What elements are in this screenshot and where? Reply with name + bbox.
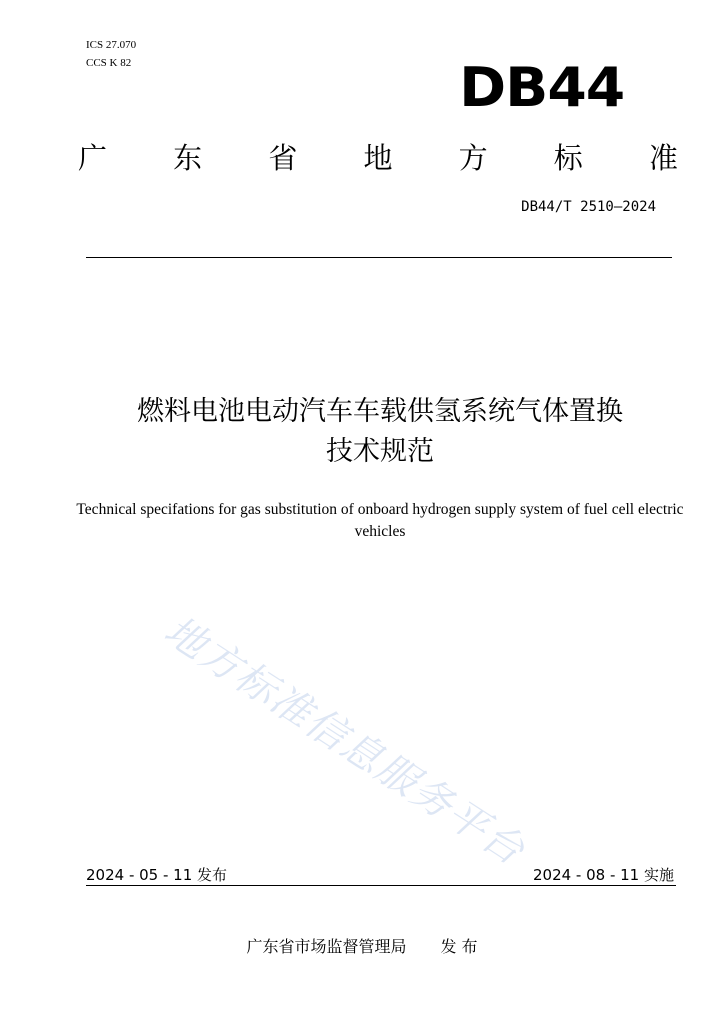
province-char: 准 [648,141,678,175]
province-char: 地 [363,141,393,175]
standard-number: DB44/T 2510—2024 [521,199,656,215]
ics-code: ICS 27.070 [86,39,137,51]
chinese-title-line-1: 燃料电池电动汽车车载供氢系统气体置换 [137,396,623,427]
bottom-divider [86,885,676,886]
chinese-title [60,392,700,472]
implementation-date: 2024 - 08 - 11 实施 [532,866,674,884]
publisher-name: 广东省市场监督管理局 [246,937,407,956]
publisher-action: 发 布 [440,937,478,956]
province-char: 省 [268,141,298,175]
db-logo-code: DB44 [459,56,624,119]
classification-codes [86,36,136,72]
province-standard-title [78,140,678,176]
province-char: 广 [78,141,108,175]
province-char: 标 [553,141,583,175]
top-divider [86,257,672,258]
watermark: 地方标准信息服务平台 [156,607,534,875]
chinese-title-line-2: 技术规范 [326,436,434,467]
ccs-code: CCS K 82 [86,57,132,69]
province-char: 东 [173,141,203,175]
english-title: Technical specifations for gas substitution of onboard hydrogen supply system of fuel cell electric vehicles [76,501,684,540]
province-char: 方 [458,141,488,175]
publisher-line [0,934,724,957]
issue-date: 2024 - 05 - 11 发布 [86,866,228,884]
